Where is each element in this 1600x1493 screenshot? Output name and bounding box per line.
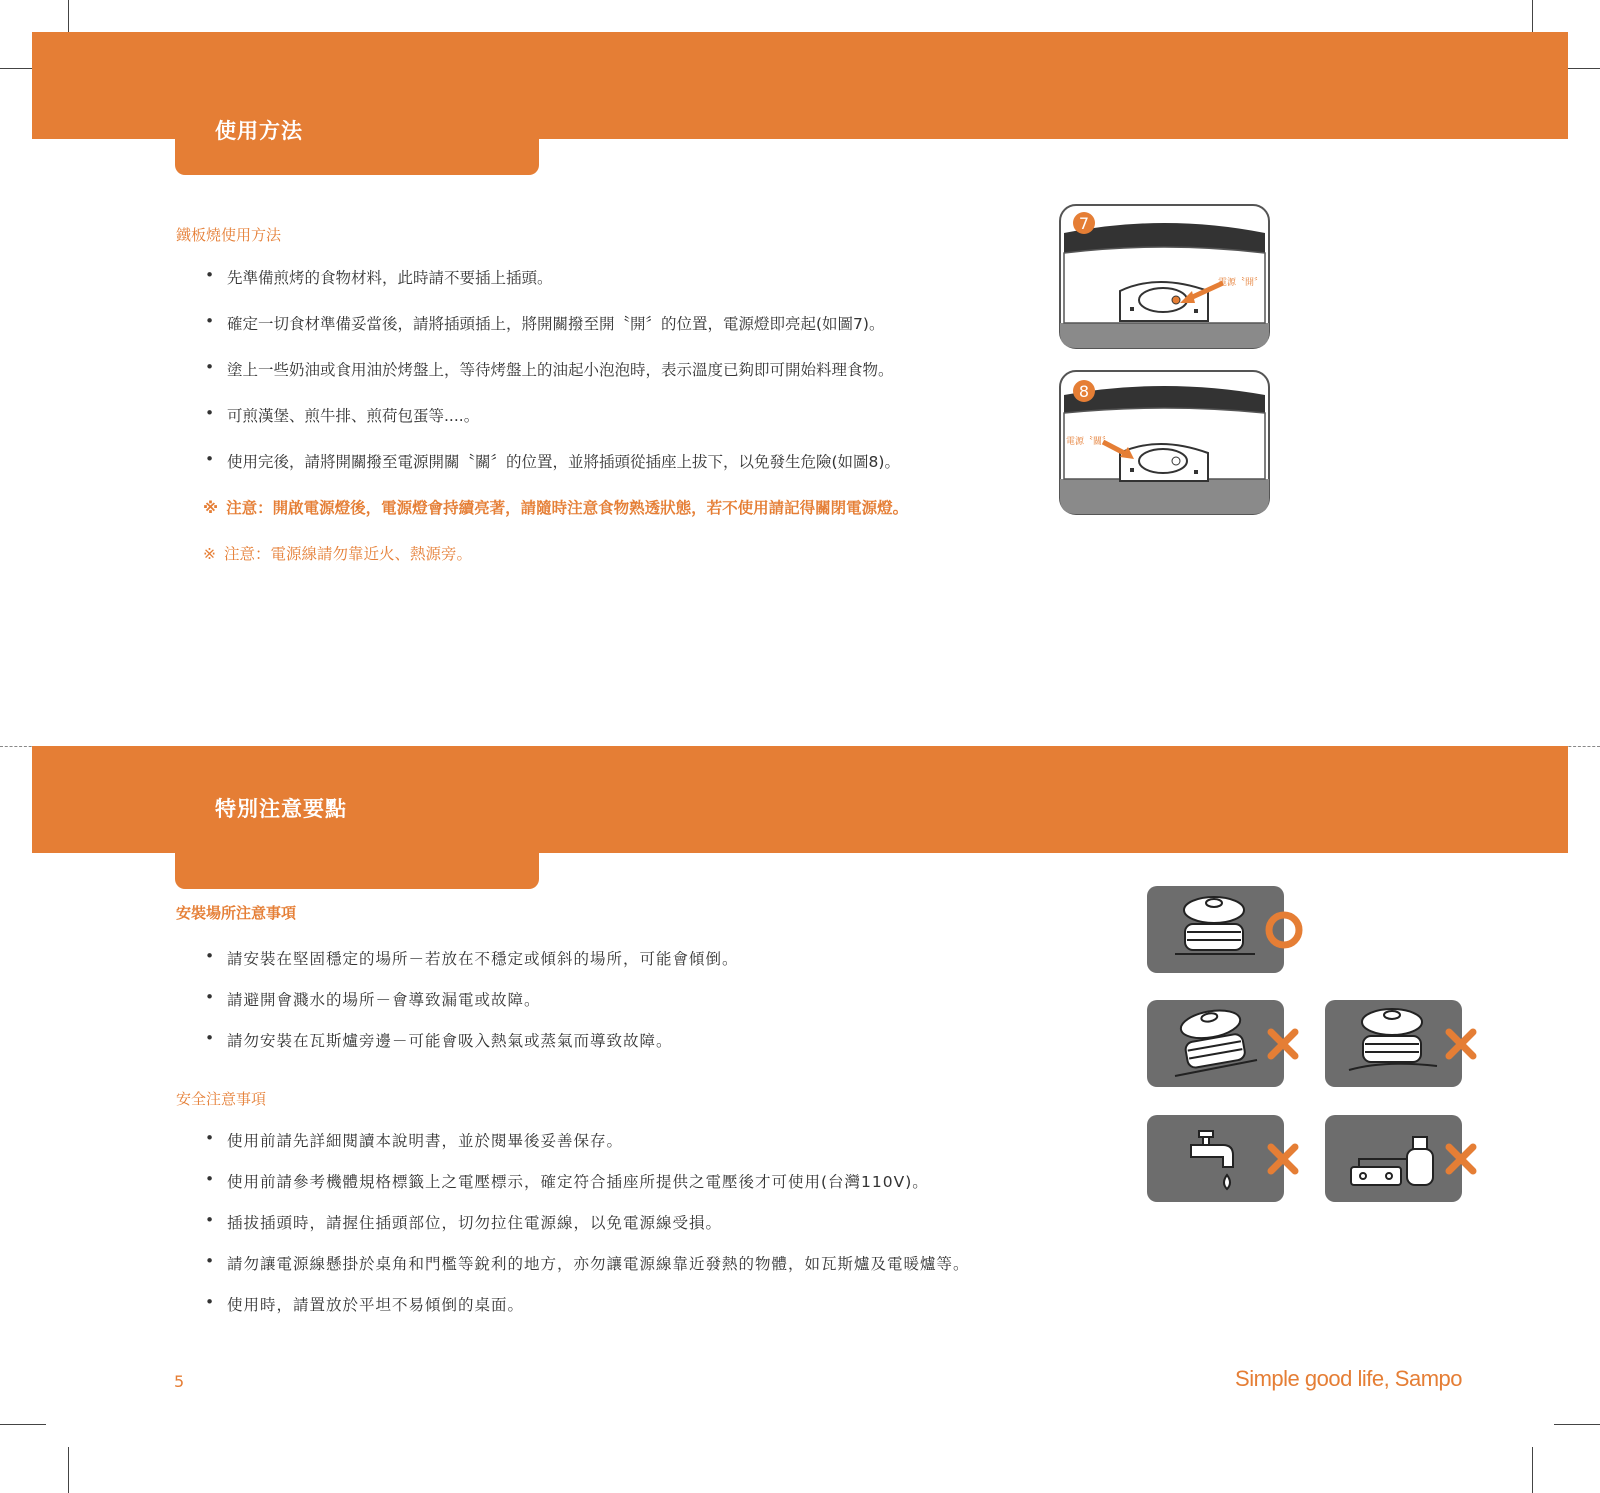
appliance-icon <box>1362 1009 1422 1062</box>
list-item: • 請安裝在堅固穩定的場所－若放在不穩定或傾斜的場所，可能會傾倒。 <box>205 947 739 968</box>
pictogram-gas-stove-no <box>1325 1115 1485 1203</box>
figure-label: 電源〝開〞 <box>1218 278 1264 288</box>
griddle-switch-off-illustration <box>1058 369 1271 516</box>
list-item: • 使用完後，請將開關撥至電源開關〝關〞的位置，並將插頭從插座上拔下，以免發生危險(如圖8)。 <box>205 450 900 471</box>
page-number: 5 <box>174 1372 185 1391</box>
section1-title: 使用方法 <box>215 119 303 143</box>
list-item: • 確定一切食材準備妥當後，請將插頭插上，將開關撥至開〝開〞的位置，電源燈即亮起(如圖7)。 <box>205 312 885 333</box>
section2-header-tab <box>175 853 539 889</box>
list-item: • 先準備煎烤的食物材料，此時請不要插上插頭。 <box>205 266 553 287</box>
section2-subtitle-safety: 安全注意事項 <box>176 1090 267 1108</box>
list-item: • 請避開會濺水的場所－會導致漏電或故障。 <box>205 988 541 1009</box>
list-item: • 使用前請先詳細閱讀本說明書，並於閱畢後妥善保存。 <box>205 1129 624 1150</box>
pictogram-uneven-surface-no <box>1325 1000 1485 1088</box>
griddle-switch-on-illustration <box>1058 203 1271 350</box>
pictogram-stable-surface-ok <box>1147 886 1307 974</box>
crop-mark <box>1532 1447 1533 1493</box>
section2-subtitle-install: 安裝場所注意事項 <box>176 904 297 922</box>
list-item: • 插拔插頭時，請握住插頭部位，切勿拉住電源線，以免電源線受損。 <box>205 1211 723 1232</box>
warning-note: ※ 注意：開啟電源燈後，電源燈會持續亮著，請隨時注意食物熟透狀態，若不使用請記得關閉電源燈。 <box>203 499 909 517</box>
brand-tagline: Simple good life, Sampo <box>1235 1366 1462 1391</box>
list-item: • 請勿讓電源線懸掛於桌角和門檻等銳利的地方，亦勿讓電源線靠近發熱的物體，如瓦斯爐及電暖爐等。 <box>205 1252 970 1273</box>
section1-list <box>205 266 900 496</box>
section2-install-list <box>205 947 739 1070</box>
list-item: • 使用前請參考機體規格標籤上之電壓標示，確定符合插座所提供之電壓後才可使用(台灣110V)。 <box>205 1170 929 1191</box>
list-item: • 請勿安裝在瓦斯爐旁邊－可能會吸入熱氣或蒸氣而導致故障。 <box>205 1029 673 1050</box>
list-item: • 可煎漢堡、煎牛排、煎荷包蛋等....。 <box>205 404 480 425</box>
figure-8 <box>1058 369 1271 516</box>
section1-subtitle: 鐵板燒使用方法 <box>176 226 282 244</box>
section2-title: 特別注意要點 <box>215 797 347 821</box>
figure-number: 8 <box>1078 382 1090 401</box>
section2-safety-list <box>205 1129 970 1334</box>
crop-mark <box>68 1447 69 1493</box>
list-item: • 塗上一些奶油或食用油於烤盤上，等待烤盤上的油起小泡泡時，表示溫度已夠即可開始料理食物。 <box>205 358 894 379</box>
pictogram-water-no <box>1147 1115 1307 1203</box>
crop-mark <box>1554 1424 1600 1425</box>
figure-label: 電源〝關〞 <box>1066 437 1112 447</box>
figure-number: 7 <box>1078 214 1090 233</box>
warning-note: ※ 注意：電源線請勿靠近火、熱源旁。 <box>203 545 473 563</box>
appliance-icon <box>1184 897 1244 950</box>
list-item: • 使用時，請置放於平坦不易傾倒的桌面。 <box>205 1293 525 1314</box>
crop-mark <box>0 1424 46 1425</box>
pictogram-tilted-surface-no <box>1147 1000 1307 1088</box>
figure-7 <box>1058 203 1271 350</box>
